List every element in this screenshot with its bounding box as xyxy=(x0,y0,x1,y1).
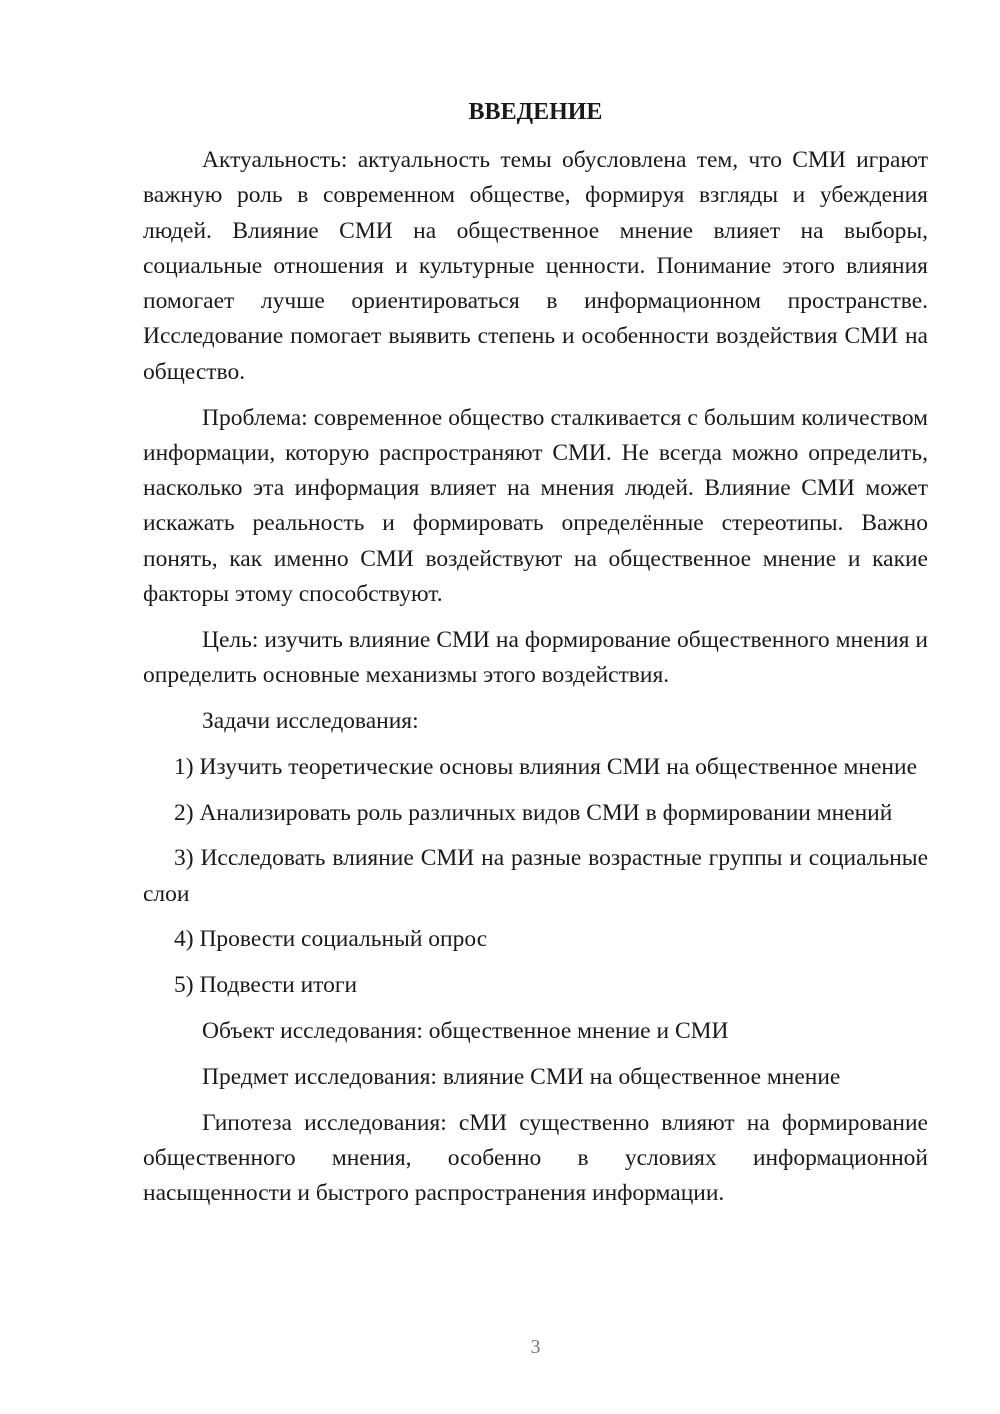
page-title: ВВЕДЕНИЕ xyxy=(468,99,603,125)
page-number: 3 xyxy=(530,1336,541,1358)
document-body xyxy=(143,143,928,1212)
task-item-2: 2) Анализировать роль различных видов СМИ в формировании мнений xyxy=(174,799,893,826)
paragraph-relevance: Актуальность: актуальность темы обусловлена тем, что СМИ играют важную роль в современном обществе, формируя взгляды и убеждения людей. Влияние СМИ на общественное мнение влияет на выборы, социальные отношения и культурные ценности. Понимание этого влияния помогает лучше ориентироваться в информационном пространстве. Исследование помогает выявить степень и особенности воздействия СМИ на общество. xyxy=(143,147,928,385)
paragraph-subject: Предмет исследования: влияние СМИ на общественное мнение xyxy=(202,1063,841,1090)
document-page xyxy=(143,0,928,1414)
paragraph-hypothesis: Гипотеза исследования: сМИ существенно влияют на формирование общественного мнения, особенно в условиях информационной насыщенности и быстрого распространения информации. xyxy=(143,1109,928,1207)
paragraph-goal: Цель: изучить влияние СМИ на формирование общественного мнения и определить основные механизмы этого воздействия. xyxy=(143,626,928,689)
tasks-heading: Задачи исследования: xyxy=(202,707,419,734)
paragraph-object: Объект исследования: общественное мнение и СМИ xyxy=(202,1018,729,1045)
task-item-1: 1) Изучить теоретические основы влияния СМИ на общественное мнение xyxy=(174,753,918,780)
task-item-5: 5) Подвести итоги xyxy=(174,972,358,999)
task-item-3: 3) Исследовать влияние СМИ на разные возрастные группы и социальные слои xyxy=(143,845,928,907)
task-item-4: 4) Провести социальный опрос xyxy=(174,926,488,953)
paragraph-problem: Проблема: современное общество сталкивается с большим количеством информации, которую распространяют СМИ. Не всегда можно определить, насколько эта информация влияет на мнения людей. Влияние СМИ может искажать реальность и формировать определённые стереотипы. Важно понять, как именно СМИ воздействуют на общественное мнение и какие факторы этому способствуют. xyxy=(143,404,928,608)
